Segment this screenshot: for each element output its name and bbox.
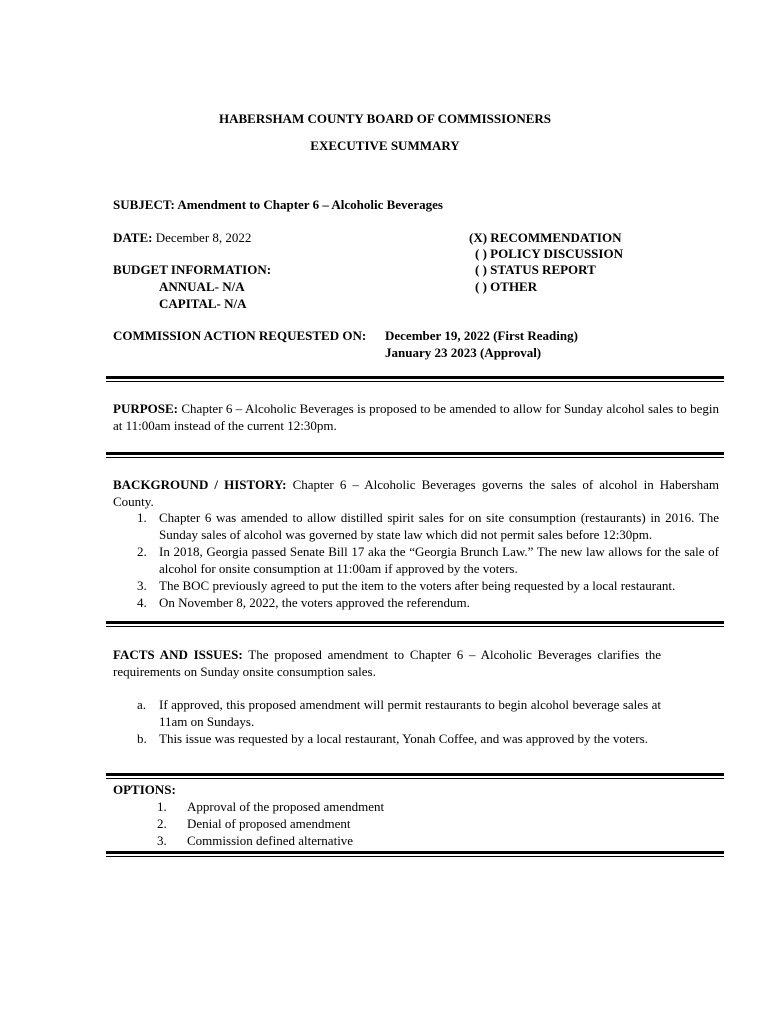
- options-list: [157, 798, 587, 849]
- background-label: BACKGROUND / HISTORY:: [113, 477, 287, 492]
- list-number: 3.: [157, 833, 167, 848]
- section-divider: [106, 376, 724, 382]
- list-item-text: Approval of the proposed amendment: [187, 799, 385, 814]
- facts-list: [137, 696, 661, 747]
- date-label: DATE:: [113, 230, 153, 245]
- document-title: HABERSHAM COUNTY BOARD OF COMMISSIONERS: [218, 111, 551, 126]
- list-item-text: Commission defined alternative: [187, 833, 354, 848]
- list-item: [137, 543, 719, 577]
- list-number: 4.: [137, 595, 147, 610]
- list-item: [137, 730, 661, 747]
- budget-annual: ANNUAL- N/A: [159, 279, 245, 294]
- checkbox-other: ( ) OTHER: [475, 279, 538, 294]
- list-item: [157, 832, 587, 849]
- list-number: 2.: [137, 544, 147, 559]
- section-divider: [106, 773, 724, 779]
- checkbox-recommendation: (X) RECOMMENDATION: [469, 230, 622, 245]
- commission-first-reading: December 19, 2022 (First Reading): [385, 328, 578, 343]
- section-divider: [106, 621, 724, 627]
- subject-line: SUBJECT: Amendment to Chapter 6 – Alcoholic Beverages: [113, 197, 443, 212]
- list-item-text: Chapter 6 was amended to allow distilled spirit sales for on site consumption (restaurants) in 2016. The Sunday sales of alcohol was governed by state law which did not permit sales before 12:30pm.: [159, 510, 719, 542]
- list-letter: a.: [137, 697, 147, 712]
- date-line: [113, 230, 251, 246]
- list-item-text: The BOC previously agreed to put the item to the voters after being requested by a local restaurant.: [159, 578, 676, 593]
- facts-text: The proposed amendment to Chapter 6 – Alcoholic Beverages clarifies the requirements on Sunday onsite consumption sales.: [113, 647, 661, 679]
- section-divider: [106, 851, 724, 857]
- purpose-text: Chapter 6 – Alcoholic Beverages is proposed to be amended to allow for Sunday alcohol sales to begin at 11:00am instead of the current 12:30pm.: [113, 401, 719, 433]
- date-value: December 8, 2022: [155, 230, 252, 245]
- list-item-text: If approved, this proposed amendment will permit restaurants to begin alcohol beverage sales at 11am on Sundays.: [159, 697, 661, 729]
- budget-capital: CAPITAL- N/A: [159, 296, 247, 311]
- purpose-label: PURPOSE:: [113, 401, 178, 416]
- list-item-text: This issue was requested by a local restaurant, Yonah Coffee, and was approved by the voters.: [159, 731, 648, 746]
- facts-label: FACTS AND ISSUES:: [113, 647, 243, 662]
- list-item: [157, 815, 587, 832]
- commission-action-label: COMMISSION ACTION REQUESTED ON:: [113, 328, 367, 343]
- checkbox-status-report: ( ) STATUS REPORT: [475, 262, 596, 277]
- list-number: 3.: [137, 578, 147, 593]
- list-number: 1.: [137, 510, 147, 525]
- list-number: 2.: [157, 816, 167, 831]
- list-item: [137, 594, 719, 611]
- list-item: [137, 696, 661, 730]
- budget-label: BUDGET INFORMATION:: [113, 262, 272, 277]
- checkbox-policy-discussion: ( ) POLICY DISCUSSION: [475, 246, 623, 261]
- background-section: [113, 476, 719, 510]
- purpose-section: [113, 400, 719, 434]
- facts-section: [113, 646, 661, 680]
- background-list: [137, 509, 719, 611]
- list-item: [157, 798, 587, 815]
- options-label: OPTIONS:: [113, 782, 176, 797]
- list-item-text: In 2018, Georgia passed Senate Bill 17 aka the “Georgia Brunch Law.” The new law allows for the sale of alcohol for onsite consumption at 11:00am if approved by the voters.: [159, 544, 719, 576]
- list-item-text: On November 8, 2022, the voters approved the referendum.: [159, 595, 470, 610]
- list-number: 1.: [157, 799, 167, 814]
- list-item-text: Denial of proposed amendment: [187, 816, 351, 831]
- background-text: Chapter 6 – Alcoholic Beverages governs the sales of alcohol in Habersham County.: [113, 477, 719, 509]
- document-subtitle: EXECUTIVE SUMMARY: [310, 138, 460, 153]
- list-letter: b.: [137, 731, 147, 746]
- list-item: [137, 577, 719, 594]
- section-divider: [106, 452, 724, 458]
- commission-approval: January 23 2023 (Approval): [385, 345, 542, 360]
- list-item: [137, 509, 719, 543]
